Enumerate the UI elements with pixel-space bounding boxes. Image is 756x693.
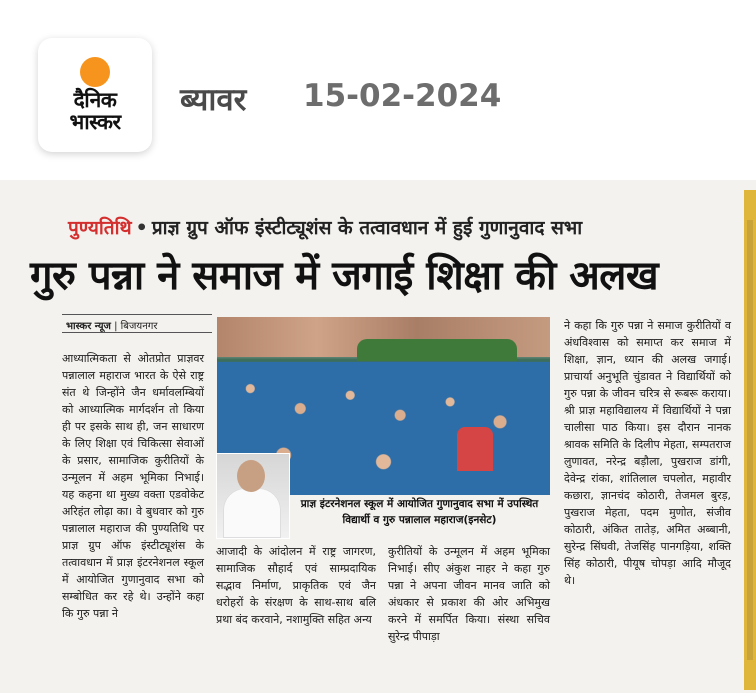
byline-place: बिजयनगर: [120, 321, 158, 332]
byline-source: भास्कर न्यूज: [66, 321, 111, 332]
photo-caption: प्राज्ञ इंटरनेशनल स्कूल में आयोजित गुणानुवाद सभा में उपस्थित विद्यार्थी व गुरु पन्नालाल महाराज(इनसेट): [300, 498, 539, 526]
edition-date: 15-02-2024: [303, 78, 502, 114]
article-column-2: आजादी के आंदोलन में राष्ट्र जागरण, सामाजिक सौहार्द एवं साम्प्रदायिक सद्भाव निर्माण, प्राकृतिक एवं जैन धरोहरों के संरक्षण के साथ-साथ बलि प्रथा बंद करवाने, नशामुक्ति सहित अन्य: [216, 545, 376, 626]
edition-city: ब्यावर: [180, 82, 247, 118]
subheadline-text: प्राज्ञ ग्रुप ऑफ इंस्टीट्यूशंस के तत्वावधान में हुई गुणानुवाद सभा: [151, 217, 583, 239]
article-subheadline: पुण्यतिथि • प्राज्ञ ग्रुप ऑफ इंस्टीट्यूशंस के तत्वावधान में हुई गुणानुवाद सभा: [68, 217, 583, 239]
article-column-4: ने कहा कि गुरु पन्ना ने समाज कुरीतियों व अंधविश्वास को समाप्त कर समाज में शिक्षा, ज्ञान, ध्यान की अलख जगाई। प्राचार्या अनुभूति चुंडावत ने विद्यार्थियों को गुरु पन्ना के जीवन चरित्र से रूबरू कराया। श्री प्राज्ञ महाविद्यालय में विद्यार्थियों ने पन्ना चालीसा पाठ किया। इस दौरान नानक श्रावक समिति के दिलीप मेहता, सम्पतराज लुणावत, नरेन्द्र बड़ौला, पुखराज डांगी, देवेन्द्र रांका, शांतिलाल चपलोत, महावीर कछारा, ज्ञानचंद कोठारी, तेजमल बुरड़, पुखराज मेहता, पदम मुणोत, संजीव कोठारी, अंकित तातेड़, अमित अब्बानी, सुरेन्द्र सिंघवी, तेजसिंह पानगड़िया, शक्ति सिंह कोठारी, पीयूष चोपड़ा आदि मौजूद थे।: [564, 319, 731, 587]
article-headline: गुरु पन्ना ने समाज में जगाई शिक्षा की अलख: [30, 253, 659, 299]
logo-text-line2: भास्कर: [69, 110, 121, 134]
article-kicker: पुण्यतिथि: [68, 217, 132, 239]
adjacent-page-edge: [744, 190, 756, 690]
article-column-3: कुरीतियों के उन्मूलन में अहम भूमिका निभाई। सीए अंकुश नाहर ने कहा गुरु पन्ना ने अपना जीवन मानव जाति को अंधकार से प्रकाश की ओर अभिमुख करने में समर्पित किया। संस्था सचिव सुरेन्द्र पीपाड़ा: [388, 545, 550, 643]
dainik-bhaskar-logo[interactable]: [38, 38, 152, 152]
article-byline: भास्कर न्यूज | बिजयनगर: [66, 321, 158, 332]
logo-text-line1: दैनिक: [73, 88, 117, 112]
article-column-1: आध्यात्मिकता से ओतप्रोत प्राज्ञवर पन्नालाल महाराज भारत के ऐसे राष्ट्र संत थे जिन्होंने जैन धर्मावलम्बियों को आध्यात्मिक मार्गदर्शन तो किया ही पर इसके साथ ही, जन साधारण के लिए शिक्षा एवं चिकित्सा सेवाओं के प्रसार, सामाजिक कुरीतियों के उन्मूलन में अहम भूमिका निभाई। यह कहना था मुख्य वक्ता एडवोकेट अरिहंत लोढ़ा का। वे बुधवार को गुरु पन्नालाल महाराज की पुण्यतिथि पर प्राज्ञ ग्रुप ऑफ इंस्टीट्यूशंस के तत्वावधान में प्राज्ञ इंटरनेशनल स्कूल में आयोजित गुणानुवाद सभा को सम्बोधित कर रहे थे। उन्होंने कहा कि गुरु पन्ना ने: [62, 352, 204, 620]
sun-icon: [80, 57, 110, 87]
newspaper-clipping: [0, 180, 756, 693]
inset-portrait-photo: [216, 453, 290, 539]
